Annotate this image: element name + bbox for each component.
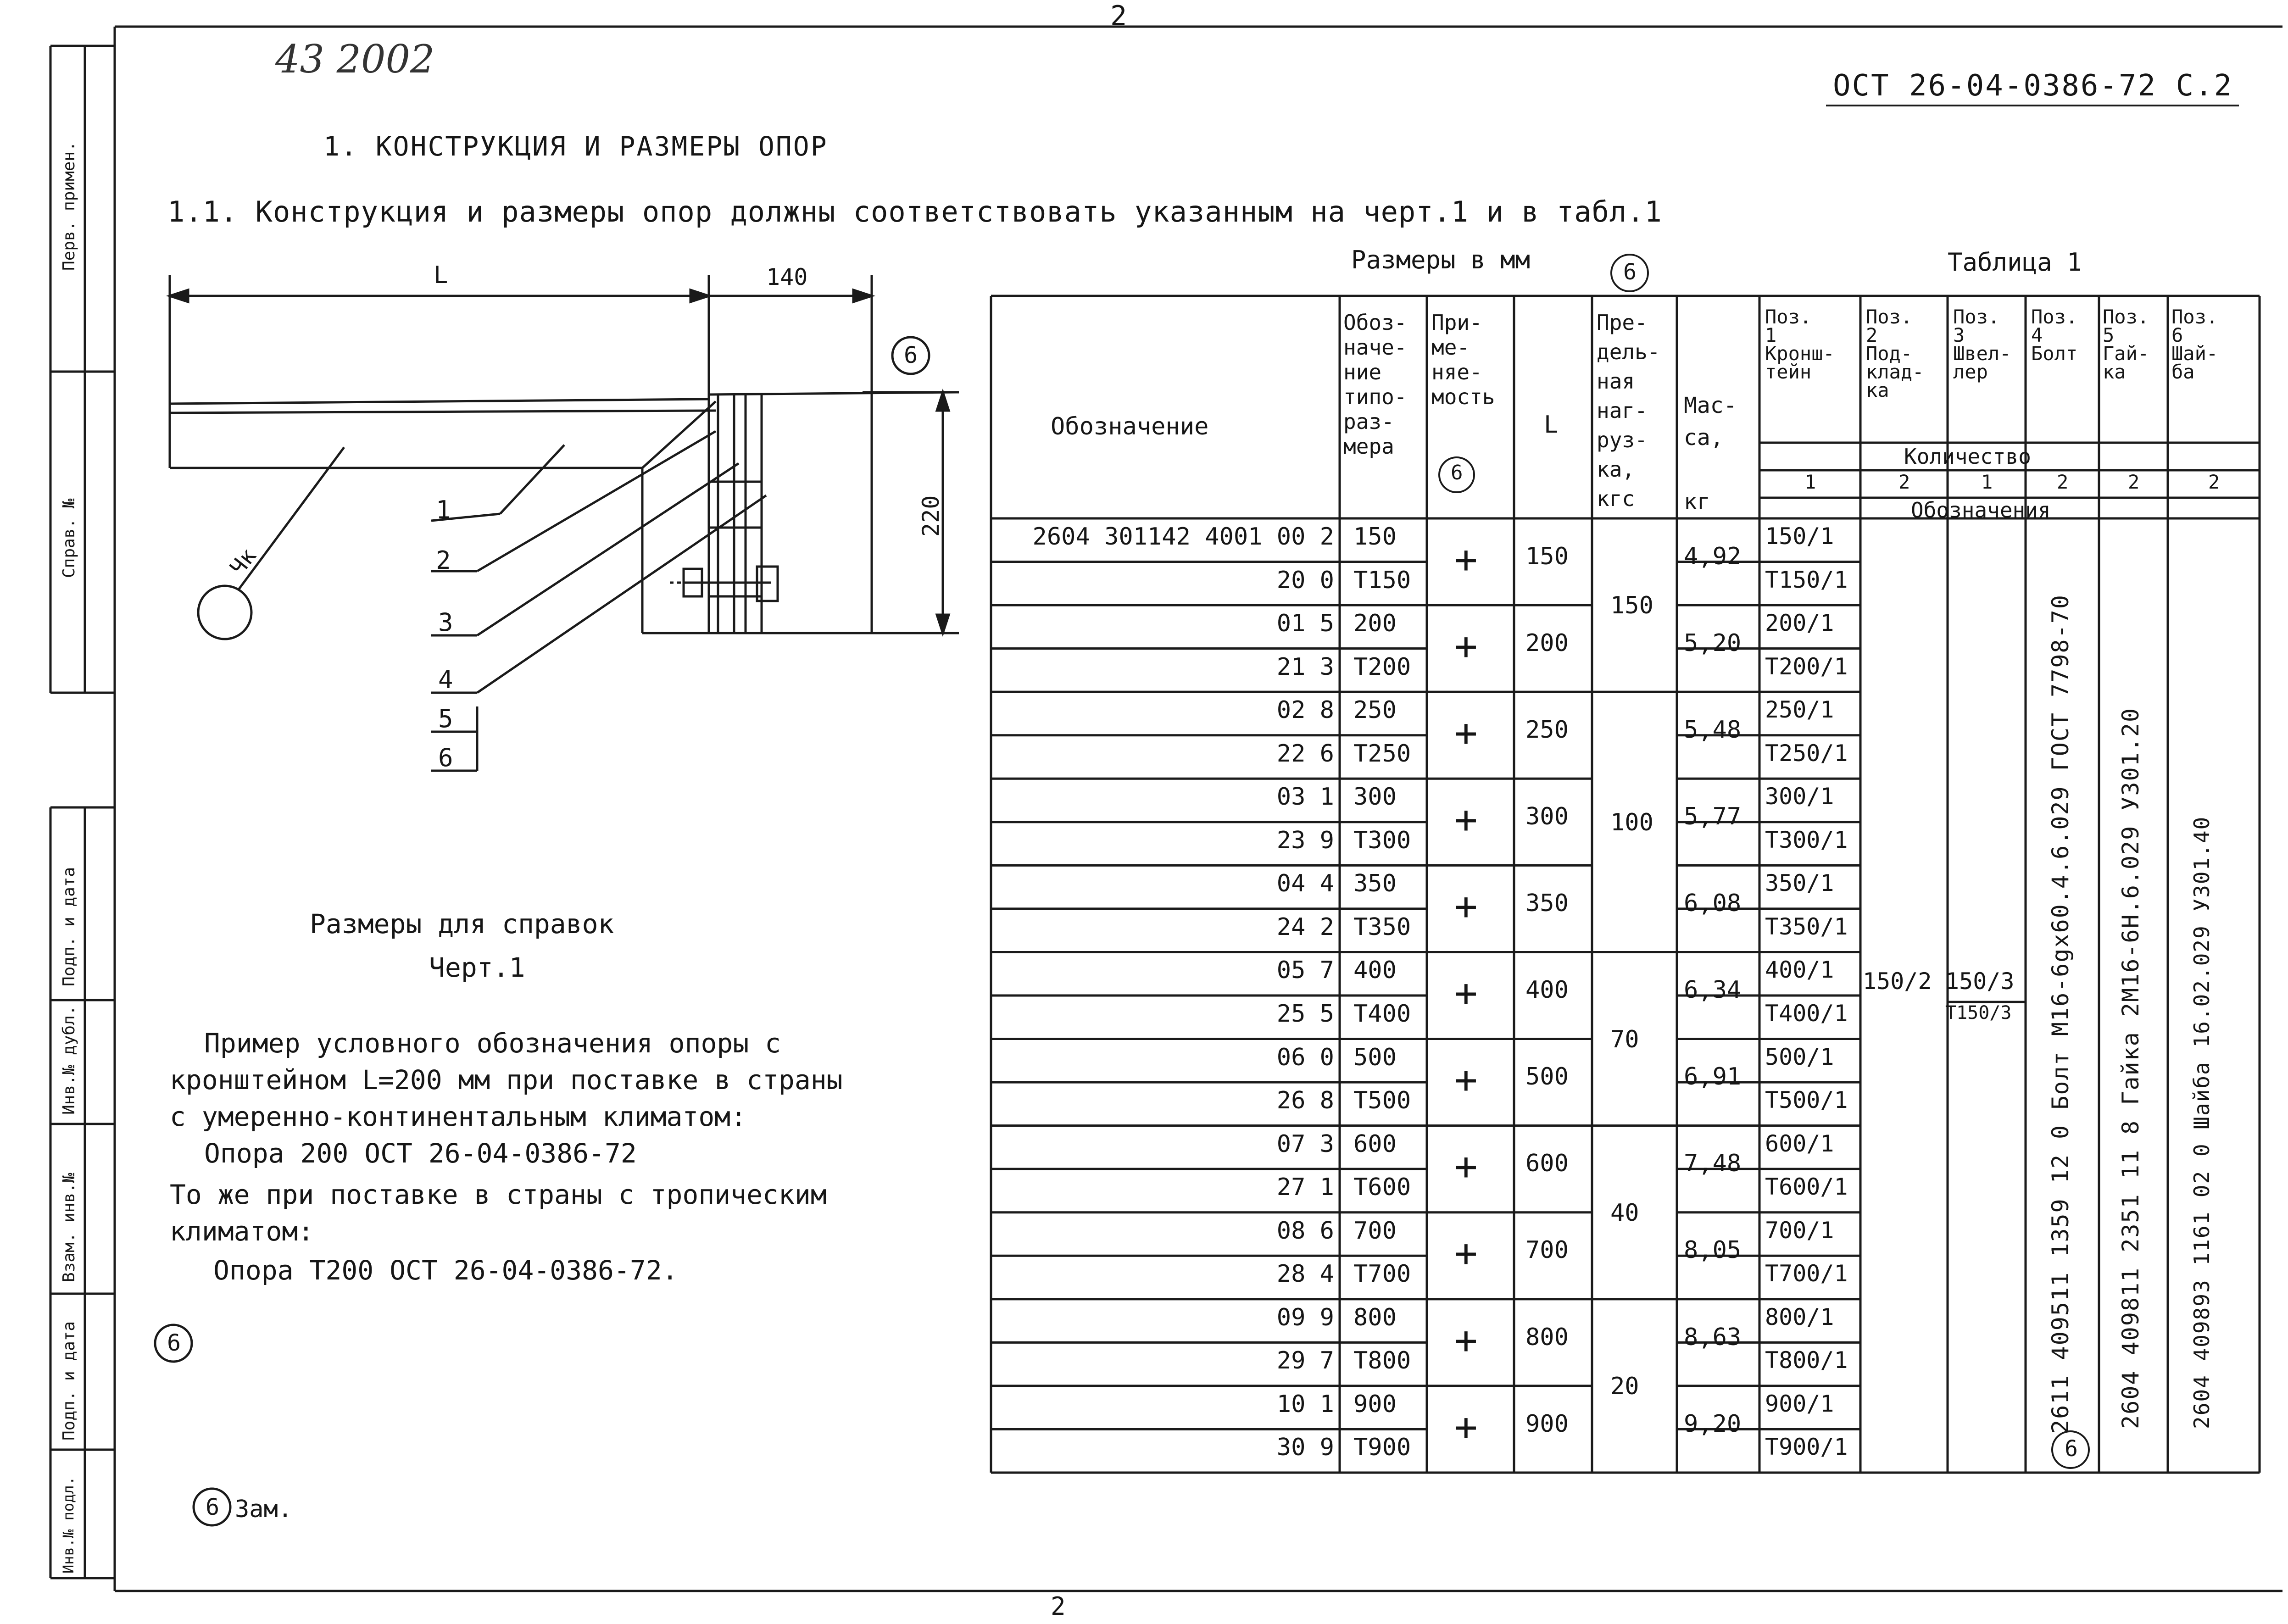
header-typesize: Обоз- xyxy=(1343,310,1407,335)
header-max-load: кгс xyxy=(1597,486,1635,511)
row-code: 27 1 xyxy=(1276,1174,1334,1201)
row-mass: 9,20 xyxy=(1684,1410,1742,1438)
row-pos1: 600/1 xyxy=(1765,1130,1834,1157)
row-code: 09 9 xyxy=(1276,1303,1334,1331)
row-mass: 5,20 xyxy=(1684,629,1742,657)
header-pos6: Поз. xyxy=(2171,306,2218,328)
drawing-caption: Размеры для справок xyxy=(310,908,614,940)
row-pos1: 800/1 xyxy=(1765,1303,1834,1330)
pos-label-4: 4 xyxy=(438,665,453,694)
row-max-load: 20 xyxy=(1610,1372,1639,1400)
row-mass: 6,08 xyxy=(1684,890,1742,918)
header-pos6: Шай- xyxy=(2171,342,2218,365)
row-mass: 6,34 xyxy=(1684,976,1742,1004)
row-typesize: Т200 xyxy=(1353,653,1411,681)
row-applicability: + xyxy=(1454,1057,1478,1102)
row-pos1: Т700/1 xyxy=(1765,1260,1848,1287)
row-max-load: 40 xyxy=(1610,1199,1639,1227)
row-code: 03 1 xyxy=(1276,783,1334,811)
row-pos1: 900/1 xyxy=(1765,1390,1834,1417)
row-mass: 5,48 xyxy=(1684,716,1742,744)
row-typesize: 200 xyxy=(1353,610,1397,638)
table-title: Таблица 1 xyxy=(1948,248,2082,277)
row-applicability: + xyxy=(1454,970,1478,1016)
header-pos3: Швел- xyxy=(1953,342,2011,365)
header-qty-value: 2 xyxy=(2128,471,2140,493)
row-pos1: 700/1 xyxy=(1765,1217,1834,1244)
row-pos1: Т800/1 xyxy=(1765,1347,1848,1374)
clause-text: 1.1. Конструкция и размеры опор должны соответствовать указанным на черт.1 и в табл.1 xyxy=(167,195,1662,228)
pos-label-6: 6 xyxy=(438,743,453,772)
row-pos1: Т600/1 xyxy=(1765,1174,1848,1201)
row-pos1: Т300/1 xyxy=(1765,826,1848,853)
header-pos3: лер xyxy=(1953,361,1988,383)
handwritten-note: 43 2002 xyxy=(275,37,435,82)
header-designations: Обозначения xyxy=(1911,498,2051,523)
header-qty-value: 2 xyxy=(2057,471,2069,493)
pos-label-5: 5 xyxy=(438,704,453,733)
example-line: Опора Т200 ОСТ 26-04-0386-72. xyxy=(213,1255,678,1286)
row-code: 24 2 xyxy=(1276,913,1334,941)
row-typesize: Т900 xyxy=(1353,1434,1411,1462)
row-code: 30 9 xyxy=(1276,1434,1334,1462)
row-typesize: Т600 xyxy=(1353,1174,1411,1201)
pos3-value: 150/3 xyxy=(1945,968,2015,995)
row-mass: 4,92 xyxy=(1684,542,1742,570)
row-applicability: + xyxy=(1454,1230,1478,1276)
row-max-load: 150 xyxy=(1610,592,1653,620)
row-code: 29 7 xyxy=(1276,1347,1334,1375)
header-pos1: Поз. xyxy=(1765,306,1812,328)
header-qty-value: 2 xyxy=(2208,471,2220,493)
example-line: климатом: xyxy=(170,1216,314,1247)
row-code: 05 7 xyxy=(1276,957,1334,984)
stamp-perv-primen: Перв. примен. xyxy=(60,141,78,271)
row-pos1: Т250/1 xyxy=(1765,740,1848,767)
row-code: 23 9 xyxy=(1276,826,1334,854)
header-pos2: Под- xyxy=(1866,342,1913,365)
row-pos1: 500/1 xyxy=(1765,1043,1834,1070)
header-typesize: ние xyxy=(1343,360,1382,384)
row-typesize: 800 xyxy=(1353,1303,1397,1331)
row-typesize: 900 xyxy=(1353,1390,1397,1418)
pos-label-1: 1 xyxy=(436,495,451,524)
header-max-load: Пре- xyxy=(1597,310,1648,335)
row-pos1: 300/1 xyxy=(1765,783,1834,810)
row-pos1: Т200/1 xyxy=(1765,653,1848,680)
row-typesize: 500 xyxy=(1353,1043,1397,1071)
row-typesize: 350 xyxy=(1353,870,1397,898)
bottom-page-number: 2 xyxy=(1051,1592,1066,1621)
row-code: 21 3 xyxy=(1276,653,1334,681)
row-typesize: Т400 xyxy=(1353,1000,1411,1028)
example-line: с умеренно-континентальным климатом: xyxy=(170,1101,747,1132)
row-pos1: 350/1 xyxy=(1765,870,1834,897)
header-pos5: ка xyxy=(2103,361,2126,383)
row-pos1: Т350/1 xyxy=(1765,913,1848,940)
row-code: 07 3 xyxy=(1276,1130,1334,1158)
header-pos1: тейн xyxy=(1765,361,1812,383)
row-code: 20 0 xyxy=(1276,566,1334,594)
pos2-value: 150/2 xyxy=(1863,968,1932,995)
pos-label-2: 2 xyxy=(436,546,451,575)
row-L: 500 xyxy=(1525,1063,1569,1091)
row-code: 2604 301142 4001 00 2 xyxy=(1032,523,1334,551)
header-mass: кг xyxy=(1684,489,1710,515)
row-code: 08 6 xyxy=(1276,1217,1334,1245)
header-pos4: Поз. xyxy=(2031,306,2078,328)
row-pos1: 400/1 xyxy=(1765,957,1834,984)
row-pos1: Т500/1 xyxy=(1765,1087,1848,1114)
top-page-number: 2 xyxy=(1110,0,1127,32)
row-typesize: 250 xyxy=(1353,696,1397,724)
header-max-load: дель- xyxy=(1597,339,1660,364)
table-units-change-mark: 6 xyxy=(1623,259,1637,285)
row-max-load: 100 xyxy=(1610,808,1653,836)
drawing-number: Черт.1 xyxy=(429,952,525,983)
row-L: 250 xyxy=(1525,716,1569,744)
row-mass: 8,63 xyxy=(1684,1323,1742,1351)
row-mass: 8,05 xyxy=(1684,1236,1742,1264)
header-applicability: ме- xyxy=(1431,335,1470,360)
row-typesize: 150 xyxy=(1353,523,1397,551)
row-applicability: + xyxy=(1454,536,1478,582)
example-line: Пример условного обозначения опоры с xyxy=(204,1028,781,1059)
example-line: кронштейном L=200 мм при поставке в страны xyxy=(170,1064,843,1096)
header-pos1: 1 xyxy=(1765,324,1777,346)
row-L: 600 xyxy=(1525,1150,1569,1178)
header-pos3: 3 xyxy=(1953,324,1965,346)
pos5-nut-designation: 2604 409811 2351 11 8 Гайка 2М16-6Н.6.029 У301.20 xyxy=(2117,707,2144,1429)
pos4-bolt-designation: 2611 409511 1359 12 0 Болт М16-6gх60.4.6.029 ГОСТ 7798-70 xyxy=(2047,594,2074,1434)
dim-140: 140 xyxy=(766,264,808,290)
row-mass: 6,91 xyxy=(1684,1063,1742,1091)
row-L: 800 xyxy=(1525,1323,1569,1351)
row-pos1: 250/1 xyxy=(1765,696,1834,723)
row-L: 350 xyxy=(1525,890,1569,918)
pos6-washer-designation: 2604 409893 1161 02 0 Шайба 16.02.029 У301.40 xyxy=(2189,816,2214,1429)
row-mass: 5,77 xyxy=(1684,803,1742,830)
header-pos4: 4 xyxy=(2031,324,2043,346)
row-code: 02 8 xyxy=(1276,696,1334,724)
header-max-load: наг- xyxy=(1597,398,1648,423)
header-max-load: ная xyxy=(1597,369,1635,394)
row-applicability: + xyxy=(1454,884,1478,929)
example-line: То же при поставке в страны с тропическим xyxy=(170,1179,827,1210)
row-applicability: + xyxy=(1454,1404,1478,1449)
header-applic-mark: 6 xyxy=(1451,461,1463,484)
row-typesize: Т700 xyxy=(1353,1260,1411,1288)
stamp-podp-data-2: Подп. и дата xyxy=(60,1321,78,1440)
header-pos1: Кронш- xyxy=(1765,342,1835,365)
row-pos1: Т150/1 xyxy=(1765,566,1848,593)
row-typesize: Т350 xyxy=(1353,913,1411,941)
header-pos6: 6 xyxy=(2171,324,2183,346)
section-title: 1. КОНСТРУКЦИЯ И РАЗМЕРЫ ОПОР xyxy=(323,131,828,162)
row-pos1: 150/1 xyxy=(1765,523,1834,550)
row-applicability: + xyxy=(1454,797,1478,842)
header-qty-value: 1 xyxy=(1981,471,1993,493)
dim-L: L xyxy=(434,261,448,289)
header-pos3: Поз. xyxy=(1953,306,2000,328)
header-pos5: Поз. xyxy=(2103,306,2149,328)
header-pos5: 5 xyxy=(2103,324,2115,346)
header-quantity: Количество xyxy=(1904,444,2031,469)
row-typesize: Т250 xyxy=(1353,740,1411,768)
row-applicability: + xyxy=(1454,623,1478,668)
stamp-vzam-inv: Взам. инв.№ xyxy=(60,1173,78,1282)
example-line: Опора 200 ОСТ 26-04-0386-72 xyxy=(204,1138,637,1169)
row-applicability: + xyxy=(1454,1144,1478,1189)
row-applicability: + xyxy=(1454,710,1478,755)
stamp-sprav-no: Справ. № xyxy=(60,498,78,578)
row-code: 22 6 xyxy=(1276,740,1334,768)
row-typesize: 400 xyxy=(1353,957,1397,984)
footer-note: Зам. xyxy=(235,1496,293,1523)
row-typesize: Т800 xyxy=(1353,1347,1411,1375)
doc-code: ОСТ 26-04-0386-72 С.2 xyxy=(1833,69,2233,103)
example-change-mark: 6 xyxy=(167,1329,181,1356)
header-typesize: мера xyxy=(1343,434,1394,459)
row-L: 200 xyxy=(1525,629,1569,657)
row-code: 25 5 xyxy=(1276,1000,1334,1028)
row-typesize: 700 xyxy=(1353,1217,1397,1245)
row-typesize: 300 xyxy=(1353,783,1397,811)
row-typesize: Т500 xyxy=(1353,1087,1411,1115)
header-applicability: При- xyxy=(1431,310,1482,335)
header-typesize: наче- xyxy=(1343,335,1407,360)
header-mass: Мас- xyxy=(1684,393,1737,418)
row-mass: 7,48 xyxy=(1684,1150,1742,1178)
row-max-load: 70 xyxy=(1610,1025,1639,1053)
row-typesize: Т300 xyxy=(1353,826,1411,854)
header-max-load: руз- xyxy=(1597,428,1648,452)
row-applicability: + xyxy=(1454,1317,1478,1363)
header-pos2: 2 xyxy=(1866,324,1878,346)
stamp-inv-dubl: Инв.№ дубл. xyxy=(60,1005,78,1115)
header-qty-value: 2 xyxy=(1898,471,1910,493)
stamp-podp-data-1: Подп. и дата xyxy=(60,867,78,986)
row-code: 26 8 xyxy=(1276,1087,1334,1115)
row-code: 06 0 xyxy=(1276,1043,1334,1071)
stamp-inv-podl: Инв.№ подл. xyxy=(60,1476,77,1574)
row-pos1: Т900/1 xyxy=(1765,1434,1848,1461)
row-code: 28 4 xyxy=(1276,1260,1334,1288)
header-pos2: Поз. xyxy=(1866,306,1913,328)
header-pos2: ка xyxy=(1866,379,1889,401)
weld-label: Чк xyxy=(225,543,262,580)
header-pos2: клад- xyxy=(1866,361,1924,383)
table-units: Размеры в мм xyxy=(1351,245,1531,274)
row-L: 700 xyxy=(1525,1236,1569,1264)
row-code: 01 5 xyxy=(1276,610,1334,638)
header-max-load: ка, xyxy=(1597,457,1635,482)
row-L: 300 xyxy=(1525,803,1569,830)
pos4-change-mark: 6 xyxy=(2065,1436,2078,1462)
header-pos6: ба xyxy=(2171,361,2195,383)
row-code: 10 1 xyxy=(1276,1390,1334,1418)
header-applicability: мость xyxy=(1431,384,1495,409)
header-mass: са, xyxy=(1684,425,1724,450)
header-applicability: няе- xyxy=(1431,360,1482,384)
pos-label-3: 3 xyxy=(438,608,453,637)
row-pos1: 200/1 xyxy=(1765,610,1834,637)
header-designation: Обозначение xyxy=(1051,413,1209,440)
pos3-value-tropical: Т150/3 xyxy=(1945,1002,2012,1023)
row-code: 04 4 xyxy=(1276,870,1334,898)
header-typesize: типо- xyxy=(1343,384,1407,409)
row-pos1: Т400/1 xyxy=(1765,1000,1848,1027)
header-L: L xyxy=(1544,411,1559,439)
row-L: 900 xyxy=(1525,1410,1569,1438)
row-typesize: Т150 xyxy=(1353,566,1411,594)
header-qty-value: 1 xyxy=(1804,471,1816,493)
row-typesize: 600 xyxy=(1353,1130,1397,1158)
row-L: 150 xyxy=(1525,542,1569,570)
drawing-change-mark: 6 xyxy=(904,342,918,368)
header-pos5: Гай- xyxy=(2103,342,2149,365)
header-pos4: Болт xyxy=(2031,342,2078,365)
header-typesize: раз- xyxy=(1343,409,1394,434)
dim-220: 220 xyxy=(918,495,944,537)
row-L: 400 xyxy=(1525,976,1569,1004)
footer-change-mark: 6 xyxy=(206,1494,220,1520)
